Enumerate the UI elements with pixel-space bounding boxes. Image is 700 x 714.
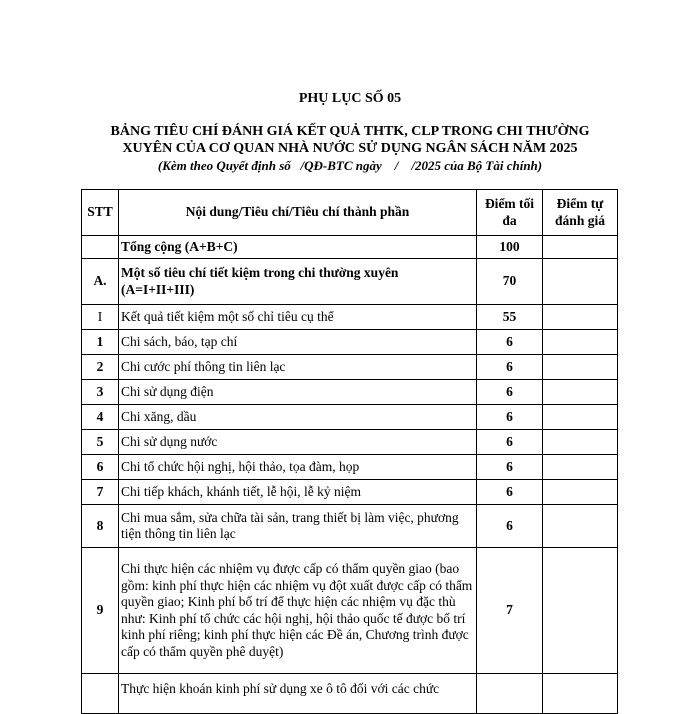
row-self-score bbox=[543, 548, 618, 674]
table-row bbox=[82, 259, 618, 305]
table-row bbox=[82, 430, 618, 455]
row-max-score: 55 bbox=[477, 305, 543, 330]
row-max-score: 6 bbox=[477, 380, 543, 405]
header-content: Nội dung/Tiêu chí/Tiêu chí thành phần bbox=[119, 190, 477, 236]
row-max-score: 6 bbox=[477, 355, 543, 380]
row-content: Chi thực hiện các nhiệm vụ được cấp có thẩm quyền giao (bao gồm: kinh phí thực hiện các nhiệm vụ đột xuất được cấp có thẩm quyền giao; Kinh phí bố trí để thực hiện các nhiệm vụ đặc thù như: Kinh phí tổ chức các hội nghị, hội thảo quốc tế được bố trí kinh phí riêng; kinh phí thực hiện các Đề án, Chương trình được cấp có thẩm quyền phê duyệt) bbox=[119, 548, 477, 674]
row-content: Chi cước phí thông tin liên lạc bbox=[119, 355, 477, 380]
row-stt: 9 bbox=[82, 548, 119, 674]
row-max-score: 6 bbox=[477, 480, 543, 505]
row-self-score bbox=[543, 330, 618, 355]
table-row bbox=[82, 236, 618, 259]
row-max-score: 6 bbox=[477, 430, 543, 455]
row-content: Kết quả tiết kiệm một số chỉ tiêu cụ thể bbox=[119, 305, 477, 330]
row-content: Tổng cộng (A+B+C) bbox=[119, 236, 477, 259]
row-stt: 2 bbox=[82, 355, 119, 380]
row-stt: 6 bbox=[82, 455, 119, 480]
table-row bbox=[82, 355, 618, 380]
row-content: Thực hiện khoán kinh phí sử dụng xe ô tô đối với các chức bbox=[119, 674, 477, 714]
table-row bbox=[82, 330, 618, 355]
table-row bbox=[82, 380, 618, 405]
row-content: Một số tiêu chí tiết kiệm trong chi thường xuyên (A=I+II+III) bbox=[119, 259, 477, 305]
document-title-line-2: XUYÊN CỦA CƠ QUAN NHÀ NƯỚC SỬ DỤNG NGÂN SÁCH NĂM 2025 bbox=[122, 141, 578, 156]
row-content: Chi sử dụng điện bbox=[119, 380, 477, 405]
row-self-score bbox=[543, 380, 618, 405]
header-max-score: Điểm tối đa bbox=[477, 190, 543, 236]
row-self-score bbox=[543, 480, 618, 505]
row-max-score: 7 bbox=[477, 548, 543, 674]
table-header-row bbox=[82, 190, 618, 236]
row-content: Chi tổ chức hội nghị, hội thảo, tọa đàm, họp bbox=[119, 455, 477, 480]
row-content: Chi xăng, dầu bbox=[119, 405, 477, 430]
row-max-score: 6 bbox=[477, 455, 543, 480]
row-content: Chi mua sắm, sửa chữa tài sản, trang thiết bị làm việc, phương tiện thông tin liên lạc bbox=[119, 505, 477, 548]
criteria-table bbox=[81, 189, 618, 714]
row-self-score bbox=[543, 674, 618, 714]
row-self-score bbox=[543, 455, 618, 480]
row-stt: 7 bbox=[82, 480, 119, 505]
appendix-title: PHỤ LỤC SỐ 05 bbox=[298, 91, 402, 106]
row-stt bbox=[82, 236, 119, 259]
table-row bbox=[82, 480, 618, 505]
row-stt: A. bbox=[82, 259, 119, 305]
row-self-score bbox=[543, 405, 618, 430]
row-max-score bbox=[477, 674, 543, 714]
row-stt: 3 bbox=[82, 380, 119, 405]
row-max-score: 6 bbox=[477, 405, 543, 430]
row-content: Chi sách, báo, tạp chí bbox=[119, 330, 477, 355]
table-row bbox=[82, 674, 618, 714]
row-content: Chi tiếp khách, khánh tiết, lễ hội, lễ kỷ niệm bbox=[119, 480, 477, 505]
document-subtitle: (Kèm theo Quyết định số /QĐ-BTC ngày / /2025 của Bộ Tài chính) bbox=[157, 158, 543, 173]
row-self-score bbox=[543, 236, 618, 259]
table-row bbox=[82, 505, 618, 548]
row-max-score: 6 bbox=[477, 505, 543, 548]
table-row bbox=[82, 405, 618, 430]
header-stt: STT bbox=[82, 190, 119, 236]
table-row bbox=[82, 455, 618, 480]
row-self-score bbox=[543, 259, 618, 305]
row-max-score: 6 bbox=[477, 330, 543, 355]
table-row bbox=[82, 305, 618, 330]
row-stt: 5 bbox=[82, 430, 119, 455]
row-max-score: 70 bbox=[477, 259, 543, 305]
row-stt: 4 bbox=[82, 405, 119, 430]
header-self-score: Điểm tự đánh giá bbox=[543, 190, 618, 236]
row-max-score: 100 bbox=[477, 236, 543, 259]
table-row bbox=[82, 548, 618, 674]
document-title-line-1: BẢNG TIÊU CHÍ ĐÁNH GIÁ KẾT QUẢ THTK, CLP TRONG CHI THƯỜNG bbox=[110, 124, 590, 139]
row-stt: I bbox=[82, 305, 119, 330]
row-self-score bbox=[543, 505, 618, 548]
row-stt bbox=[82, 674, 119, 714]
row-self-score bbox=[543, 305, 618, 330]
row-self-score bbox=[543, 430, 618, 455]
row-content: Chi sử dụng nước bbox=[119, 430, 477, 455]
row-stt: 1 bbox=[82, 330, 119, 355]
row-stt: 8 bbox=[82, 505, 119, 548]
row-self-score bbox=[543, 355, 618, 380]
